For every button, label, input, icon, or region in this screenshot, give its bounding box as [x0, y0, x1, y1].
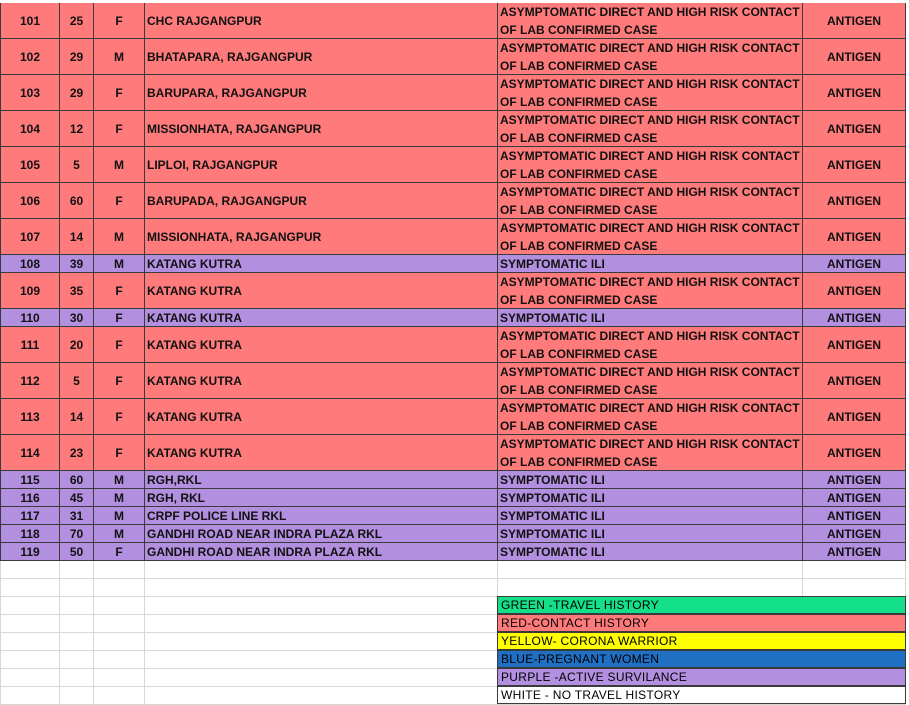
- table-row[interactable]: [0, 525, 906, 543]
- sex-cell[interactable]: F: [94, 309, 145, 327]
- empty-cell[interactable]: [145, 579, 498, 597]
- category-cell[interactable]: ASYMPTOMATIC DIRECT AND HIGH RISK CONTACT OF LAB CONFIRMED CASE: [498, 327, 803, 363]
- address-cell[interactable]: CHC RAJGANGPUR: [145, 3, 498, 39]
- category-cell[interactable]: ASYMPTOMATIC DIRECT AND HIGH RISK CONTACT OF LAB CONFIRMED CASE: [498, 3, 803, 39]
- table-row[interactable]: [0, 273, 906, 309]
- empty-cell[interactable]: [145, 561, 498, 579]
- empty-cell[interactable]: [803, 579, 906, 597]
- empty-cell[interactable]: [94, 561, 145, 579]
- empty-cell[interactable]: [0, 579, 60, 597]
- sex-cell[interactable]: F: [94, 75, 145, 111]
- test-type-cell[interactable]: ANTIGEN: [803, 255, 906, 273]
- age-cell[interactable]: 29: [60, 75, 94, 111]
- sex-cell[interactable]: M: [94, 525, 145, 543]
- empty-cell[interactable]: [145, 633, 498, 651]
- table-row[interactable]: [0, 183, 906, 219]
- legend-item: WHITE - NO TRAVEL HISTORY: [497, 686, 906, 704]
- category-cell[interactable]: ASYMPTOMATIC DIRECT AND HIGH RISK CONTACT OF LAB CONFIRMED CASE: [498, 399, 803, 435]
- sex-cell[interactable]: F: [94, 363, 145, 399]
- table-row[interactable]: [0, 75, 906, 111]
- address-cell[interactable]: BARUPADA, RAJGANGPUR: [145, 183, 498, 219]
- empty-cell[interactable]: [145, 597, 498, 615]
- legend-item: RED-CONTACT HISTORY: [497, 614, 906, 632]
- serial-number-cell[interactable]: 104: [0, 111, 60, 147]
- serial-number-cell[interactable]: 106: [0, 183, 60, 219]
- test-type-cell[interactable]: ANTIGEN: [803, 273, 906, 309]
- empty-cell[interactable]: [60, 597, 94, 615]
- category-cell[interactable]: ASYMPTOMATIC DIRECT AND HIGH RISK CONTACT OF LAB CONFIRMED CASE: [498, 75, 803, 111]
- address-cell[interactable]: RGH, RKL: [145, 489, 498, 507]
- serial-number-cell[interactable]: 108: [0, 255, 60, 273]
- age-cell[interactable]: 20: [60, 327, 94, 363]
- address-cell[interactable]: MISSIONHATA, RAJGANGPUR: [145, 219, 498, 255]
- empty-cell[interactable]: [60, 633, 94, 651]
- address-cell[interactable]: RGH,RKL: [145, 471, 498, 489]
- address-cell[interactable]: LIPLOI, RAJGANGPUR: [145, 147, 498, 183]
- table-row[interactable]: [0, 363, 906, 399]
- table-row[interactable]: [0, 489, 906, 507]
- sex-cell[interactable]: M: [94, 147, 145, 183]
- test-type-cell[interactable]: ANTIGEN: [803, 507, 906, 525]
- table-row[interactable]: [0, 255, 906, 273]
- category-cell[interactable]: ASYMPTOMATIC DIRECT AND HIGH RISK CONTACT OF LAB CONFIRMED CASE: [498, 273, 803, 309]
- empty-cell[interactable]: [94, 597, 145, 615]
- empty-cell[interactable]: [0, 687, 60, 705]
- test-type-cell[interactable]: ANTIGEN: [803, 3, 906, 39]
- serial-number-cell[interactable]: 103: [0, 75, 60, 111]
- age-cell[interactable]: 35: [60, 273, 94, 309]
- table-row[interactable]: [0, 543, 906, 561]
- sex-cell[interactable]: F: [94, 183, 145, 219]
- legend-item: GREEN -TRAVEL HISTORY: [497, 596, 906, 614]
- empty-cell[interactable]: [498, 561, 803, 579]
- category-cell[interactable]: ASYMPTOMATIC DIRECT AND HIGH RISK CONTACT OF LAB CONFIRMED CASE: [498, 111, 803, 147]
- empty-cell[interactable]: [94, 633, 145, 651]
- empty-cell[interactable]: [0, 633, 60, 651]
- sex-cell[interactable]: F: [94, 435, 145, 471]
- sex-cell[interactable]: F: [94, 273, 145, 309]
- age-cell[interactable]: 50: [60, 543, 94, 561]
- age-cell[interactable]: 60: [60, 471, 94, 489]
- table-row[interactable]: [0, 147, 906, 183]
- sex-cell[interactable]: M: [94, 471, 145, 489]
- address-cell[interactable]: GANDHI ROAD NEAR INDRA PLAZA RKL: [145, 543, 498, 561]
- table-row[interactable]: [0, 507, 906, 525]
- test-type-cell[interactable]: ANTIGEN: [803, 471, 906, 489]
- table-row[interactable]: [0, 39, 906, 75]
- category-cell[interactable]: ASYMPTOMATIC DIRECT AND HIGH RISK CONTACT OF LAB CONFIRMED CASE: [498, 435, 803, 471]
- table-row[interactable]: [0, 399, 906, 435]
- legend-item: BLUE-PREGNANT WOMEN: [497, 650, 906, 668]
- table-row[interactable]: [0, 471, 906, 489]
- serial-number-cell[interactable]: 114: [0, 435, 60, 471]
- category-cell[interactable]: SYMPTOMATIC ILI: [498, 489, 803, 507]
- age-cell[interactable]: 31: [60, 507, 94, 525]
- sex-cell[interactable]: F: [94, 399, 145, 435]
- empty-cell[interactable]: [0, 651, 60, 669]
- test-type-cell[interactable]: ANTIGEN: [803, 39, 906, 75]
- serial-number-cell[interactable]: 118: [0, 525, 60, 543]
- empty-cell[interactable]: [60, 615, 94, 633]
- legend-item: PURPLE -ACTIVE SURVILANCE: [497, 668, 906, 686]
- sex-cell[interactable]: F: [94, 327, 145, 363]
- category-cell[interactable]: SYMPTOMATIC ILI: [498, 525, 803, 543]
- address-cell[interactable]: KATANG KUTRA: [145, 309, 498, 327]
- age-cell[interactable]: 23: [60, 435, 94, 471]
- age-cell[interactable]: 45: [60, 489, 94, 507]
- age-cell[interactable]: 25: [60, 3, 94, 39]
- sex-cell[interactable]: M: [94, 489, 145, 507]
- table-row[interactable]: [0, 309, 906, 327]
- empty-cell[interactable]: [60, 687, 94, 705]
- empty-cell[interactable]: [0, 561, 60, 579]
- serial-number-cell[interactable]: 113: [0, 399, 60, 435]
- empty-cell[interactable]: [145, 651, 498, 669]
- empty-cell[interactable]: [94, 669, 145, 687]
- test-type-cell[interactable]: ANTIGEN: [803, 111, 906, 147]
- test-type-cell[interactable]: ANTIGEN: [803, 363, 906, 399]
- category-cell[interactable]: ASYMPTOMATIC DIRECT AND HIGH RISK CONTACT OF LAB CONFIRMED CASE: [498, 363, 803, 399]
- test-type-cell[interactable]: ANTIGEN: [803, 543, 906, 561]
- serial-number-cell[interactable]: 117: [0, 507, 60, 525]
- table-row[interactable]: [0, 327, 906, 363]
- empty-cell[interactable]: [0, 669, 60, 687]
- category-cell[interactable]: SYMPTOMATIC ILI: [498, 255, 803, 273]
- serial-number-cell[interactable]: 110: [0, 309, 60, 327]
- sex-cell[interactable]: M: [94, 39, 145, 75]
- address-cell[interactable]: BARUPARA, RAJGANGPUR: [145, 75, 498, 111]
- serial-number-cell[interactable]: 119: [0, 543, 60, 561]
- empty-cell[interactable]: [145, 669, 498, 687]
- age-cell[interactable]: 14: [60, 399, 94, 435]
- test-type-cell[interactable]: ANTIGEN: [803, 147, 906, 183]
- address-cell[interactable]: KATANG KUTRA: [145, 327, 498, 363]
- age-cell[interactable]: 30: [60, 309, 94, 327]
- category-cell[interactable]: SYMPTOMATIC ILI: [498, 507, 803, 525]
- empty-row[interactable]: [0, 561, 906, 579]
- category-cell[interactable]: ASYMPTOMATIC DIRECT AND HIGH RISK CONTACT OF LAB CONFIRMED CASE: [498, 183, 803, 219]
- age-cell[interactable]: 12: [60, 111, 94, 147]
- category-cell[interactable]: SYMPTOMATIC ILI: [498, 543, 803, 561]
- test-type-cell[interactable]: ANTIGEN: [803, 435, 906, 471]
- serial-number-cell[interactable]: 105: [0, 147, 60, 183]
- serial-number-cell[interactable]: 115: [0, 471, 60, 489]
- age-cell[interactable]: 5: [60, 147, 94, 183]
- empty-cell[interactable]: [94, 579, 145, 597]
- empty-cell[interactable]: [60, 579, 94, 597]
- age-cell[interactable]: 70: [60, 525, 94, 543]
- empty-cell[interactable]: [94, 651, 145, 669]
- empty-cell[interactable]: [60, 651, 94, 669]
- address-cell[interactable]: KATANG KUTRA: [145, 363, 498, 399]
- sex-cell[interactable]: F: [94, 543, 145, 561]
- category-cell[interactable]: ASYMPTOMATIC DIRECT AND HIGH RISK CONTACT OF LAB CONFIRMED CASE: [498, 39, 803, 75]
- sex-cell[interactable]: F: [94, 111, 145, 147]
- serial-number-cell[interactable]: 112: [0, 363, 60, 399]
- table-row[interactable]: [0, 435, 906, 471]
- empty-cell[interactable]: [803, 561, 906, 579]
- empty-cell[interactable]: [145, 615, 498, 633]
- age-cell[interactable]: 60: [60, 183, 94, 219]
- age-cell[interactable]: 14: [60, 219, 94, 255]
- category-cell[interactable]: ASYMPTOMATIC DIRECT AND HIGH RISK CONTACT OF LAB CONFIRMED CASE: [498, 219, 803, 255]
- test-type-cell[interactable]: ANTIGEN: [803, 309, 906, 327]
- table-row[interactable]: [0, 219, 906, 255]
- serial-number-cell[interactable]: 102: [0, 39, 60, 75]
- address-cell[interactable]: BHATAPARA, RAJGANGPUR: [145, 39, 498, 75]
- sex-cell[interactable]: M: [94, 507, 145, 525]
- empty-cell[interactable]: [94, 687, 145, 705]
- empty-cell[interactable]: [498, 579, 803, 597]
- category-cell[interactable]: SYMPTOMATIC ILI: [498, 309, 803, 327]
- empty-cell[interactable]: [60, 561, 94, 579]
- sex-cell[interactable]: M: [94, 255, 145, 273]
- sex-cell[interactable]: F: [94, 3, 145, 39]
- address-cell[interactable]: KATANG KUTRA: [145, 399, 498, 435]
- category-cell[interactable]: ASYMPTOMATIC DIRECT AND HIGH RISK CONTACT OF LAB CONFIRMED CASE: [498, 147, 803, 183]
- empty-cell[interactable]: [60, 669, 94, 687]
- table-row[interactable]: [0, 3, 906, 39]
- empty-cell[interactable]: [0, 597, 60, 615]
- serial-number-cell[interactable]: 109: [0, 273, 60, 309]
- empty-row[interactable]: [0, 579, 906, 597]
- serial-number-cell[interactable]: 111: [0, 327, 60, 363]
- serial-number-cell[interactable]: 116: [0, 489, 60, 507]
- legend-item: YELLOW- CORONA WARRIOR: [497, 632, 906, 650]
- address-cell[interactable]: MISSIONHATA, RAJGANGPUR: [145, 111, 498, 147]
- age-cell[interactable]: 39: [60, 255, 94, 273]
- test-type-cell[interactable]: ANTIGEN: [803, 183, 906, 219]
- empty-cell[interactable]: [0, 615, 60, 633]
- test-type-cell[interactable]: ANTIGEN: [803, 75, 906, 111]
- test-type-cell[interactable]: ANTIGEN: [803, 489, 906, 507]
- test-type-cell[interactable]: ANTIGEN: [803, 525, 906, 543]
- age-cell[interactable]: 5: [60, 363, 94, 399]
- address-cell[interactable]: KATANG KUTRA: [145, 273, 498, 309]
- test-type-cell[interactable]: ANTIGEN: [803, 399, 906, 435]
- serial-number-cell[interactable]: 101: [0, 3, 60, 39]
- empty-cell[interactable]: [94, 615, 145, 633]
- address-cell[interactable]: KATANG KUTRA: [145, 255, 498, 273]
- address-cell[interactable]: GANDHI ROAD NEAR INDRA PLAZA RKL: [145, 525, 498, 543]
- age-cell[interactable]: 29: [60, 39, 94, 75]
- test-type-cell[interactable]: ANTIGEN: [803, 219, 906, 255]
- serial-number-cell[interactable]: 107: [0, 219, 60, 255]
- address-cell[interactable]: CRPF POLICE LINE RKL: [145, 507, 498, 525]
- empty-cell[interactable]: [145, 687, 498, 705]
- table-row[interactable]: [0, 111, 906, 147]
- sex-cell[interactable]: M: [94, 219, 145, 255]
- category-cell[interactable]: SYMPTOMATIC ILI: [498, 471, 803, 489]
- test-type-cell[interactable]: ANTIGEN: [803, 327, 906, 363]
- address-cell[interactable]: KATANG KUTRA: [145, 435, 498, 471]
